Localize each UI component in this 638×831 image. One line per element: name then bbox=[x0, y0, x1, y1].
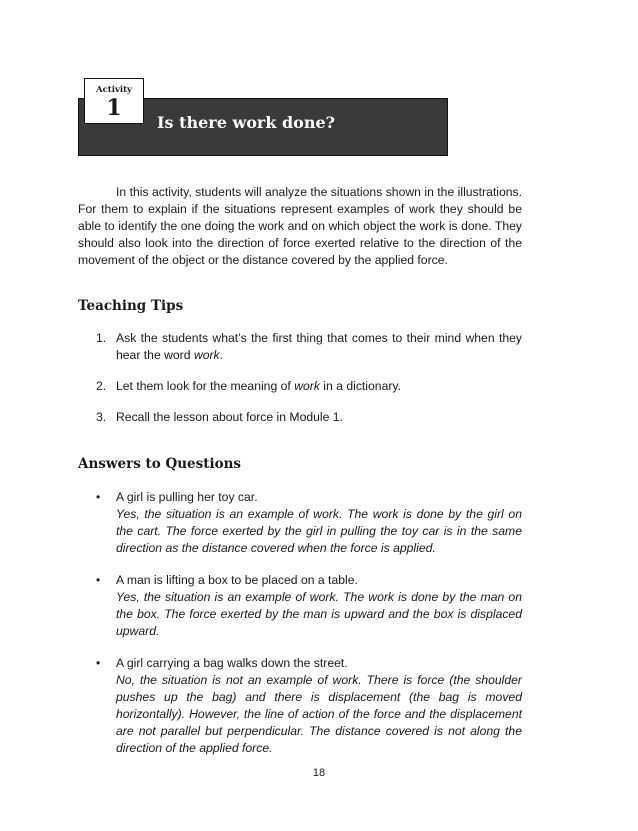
page-number: 18 bbox=[312, 767, 326, 779]
activity-number: 1 bbox=[106, 95, 122, 121]
bullet-icon: • bbox=[96, 490, 101, 504]
activity-label: Activity bbox=[96, 85, 132, 95]
list-item bbox=[96, 655, 522, 757]
item-text-end: in a dictionary. bbox=[319, 379, 401, 393]
item-text: Let them look for the meaning of bbox=[116, 379, 295, 393]
item-number: 2. bbox=[96, 379, 107, 393]
list-item bbox=[96, 572, 522, 640]
answer-text: No, the situation is not an example of work. There is force (the shoulder pushes up the bag) and there is displacement (the bag is moved horizontally). However, the line of action of the force and the displacement are not parallel but perpendicular. The distance covered is not along the direction of the applied force. bbox=[116, 673, 522, 755]
item-number: 1. bbox=[96, 331, 107, 345]
intro-text: In this activity, students will analyze the situations shown in the illustrations. For them to explain if the situations represent examples of work they should be able to identify the one doing the work and on which object the work is done. They should also look into the direction of force exerted relative to the direction of the movement of the object or the distance covered by the applied force. bbox=[78, 185, 522, 267]
situation-text: A girl carrying a bag walks down the street. bbox=[116, 656, 348, 670]
situation-text: A man is lifting a box to be placed on a table. bbox=[116, 573, 358, 587]
answer-text: Yes, the situation is an example of work. The work is done by the man on the box. The force exerted by the man is upward and the box is displaced upward. bbox=[116, 590, 522, 638]
bullet-icon: • bbox=[96, 573, 101, 587]
activity-badge bbox=[84, 78, 144, 124]
teaching-tips-list bbox=[96, 330, 522, 440]
list-item bbox=[96, 489, 522, 557]
item-number: 3. bbox=[96, 410, 107, 424]
bullet-icon: • bbox=[96, 656, 101, 670]
answer-text: Yes, the situation is an example of work. The work is done by the girl on the cart. The force exerted by the girl in pulling the toy car is in the same direction as the distance covered when the force is applied. bbox=[116, 507, 522, 555]
answers-heading: Answers to Questions bbox=[78, 456, 242, 472]
item-emphasis: work bbox=[193, 348, 220, 362]
item-text: Recall the lesson about force in Module 1. bbox=[116, 410, 343, 424]
intro-paragraph bbox=[78, 184, 522, 269]
list-item bbox=[96, 409, 522, 426]
activity-title: Is there work done? bbox=[157, 113, 336, 132]
item-text-end: . bbox=[219, 348, 224, 362]
teaching-tips-heading: Teaching Tips bbox=[78, 298, 184, 314]
list-item bbox=[96, 330, 522, 364]
item-text: Ask the students what’s the first thing that comes to their mind when they hear the word bbox=[116, 331, 522, 362]
answers-list bbox=[96, 489, 522, 772]
situation-text: A girl is pulling her toy car. bbox=[116, 490, 258, 504]
list-item bbox=[96, 378, 522, 395]
item-emphasis: work bbox=[294, 379, 320, 393]
